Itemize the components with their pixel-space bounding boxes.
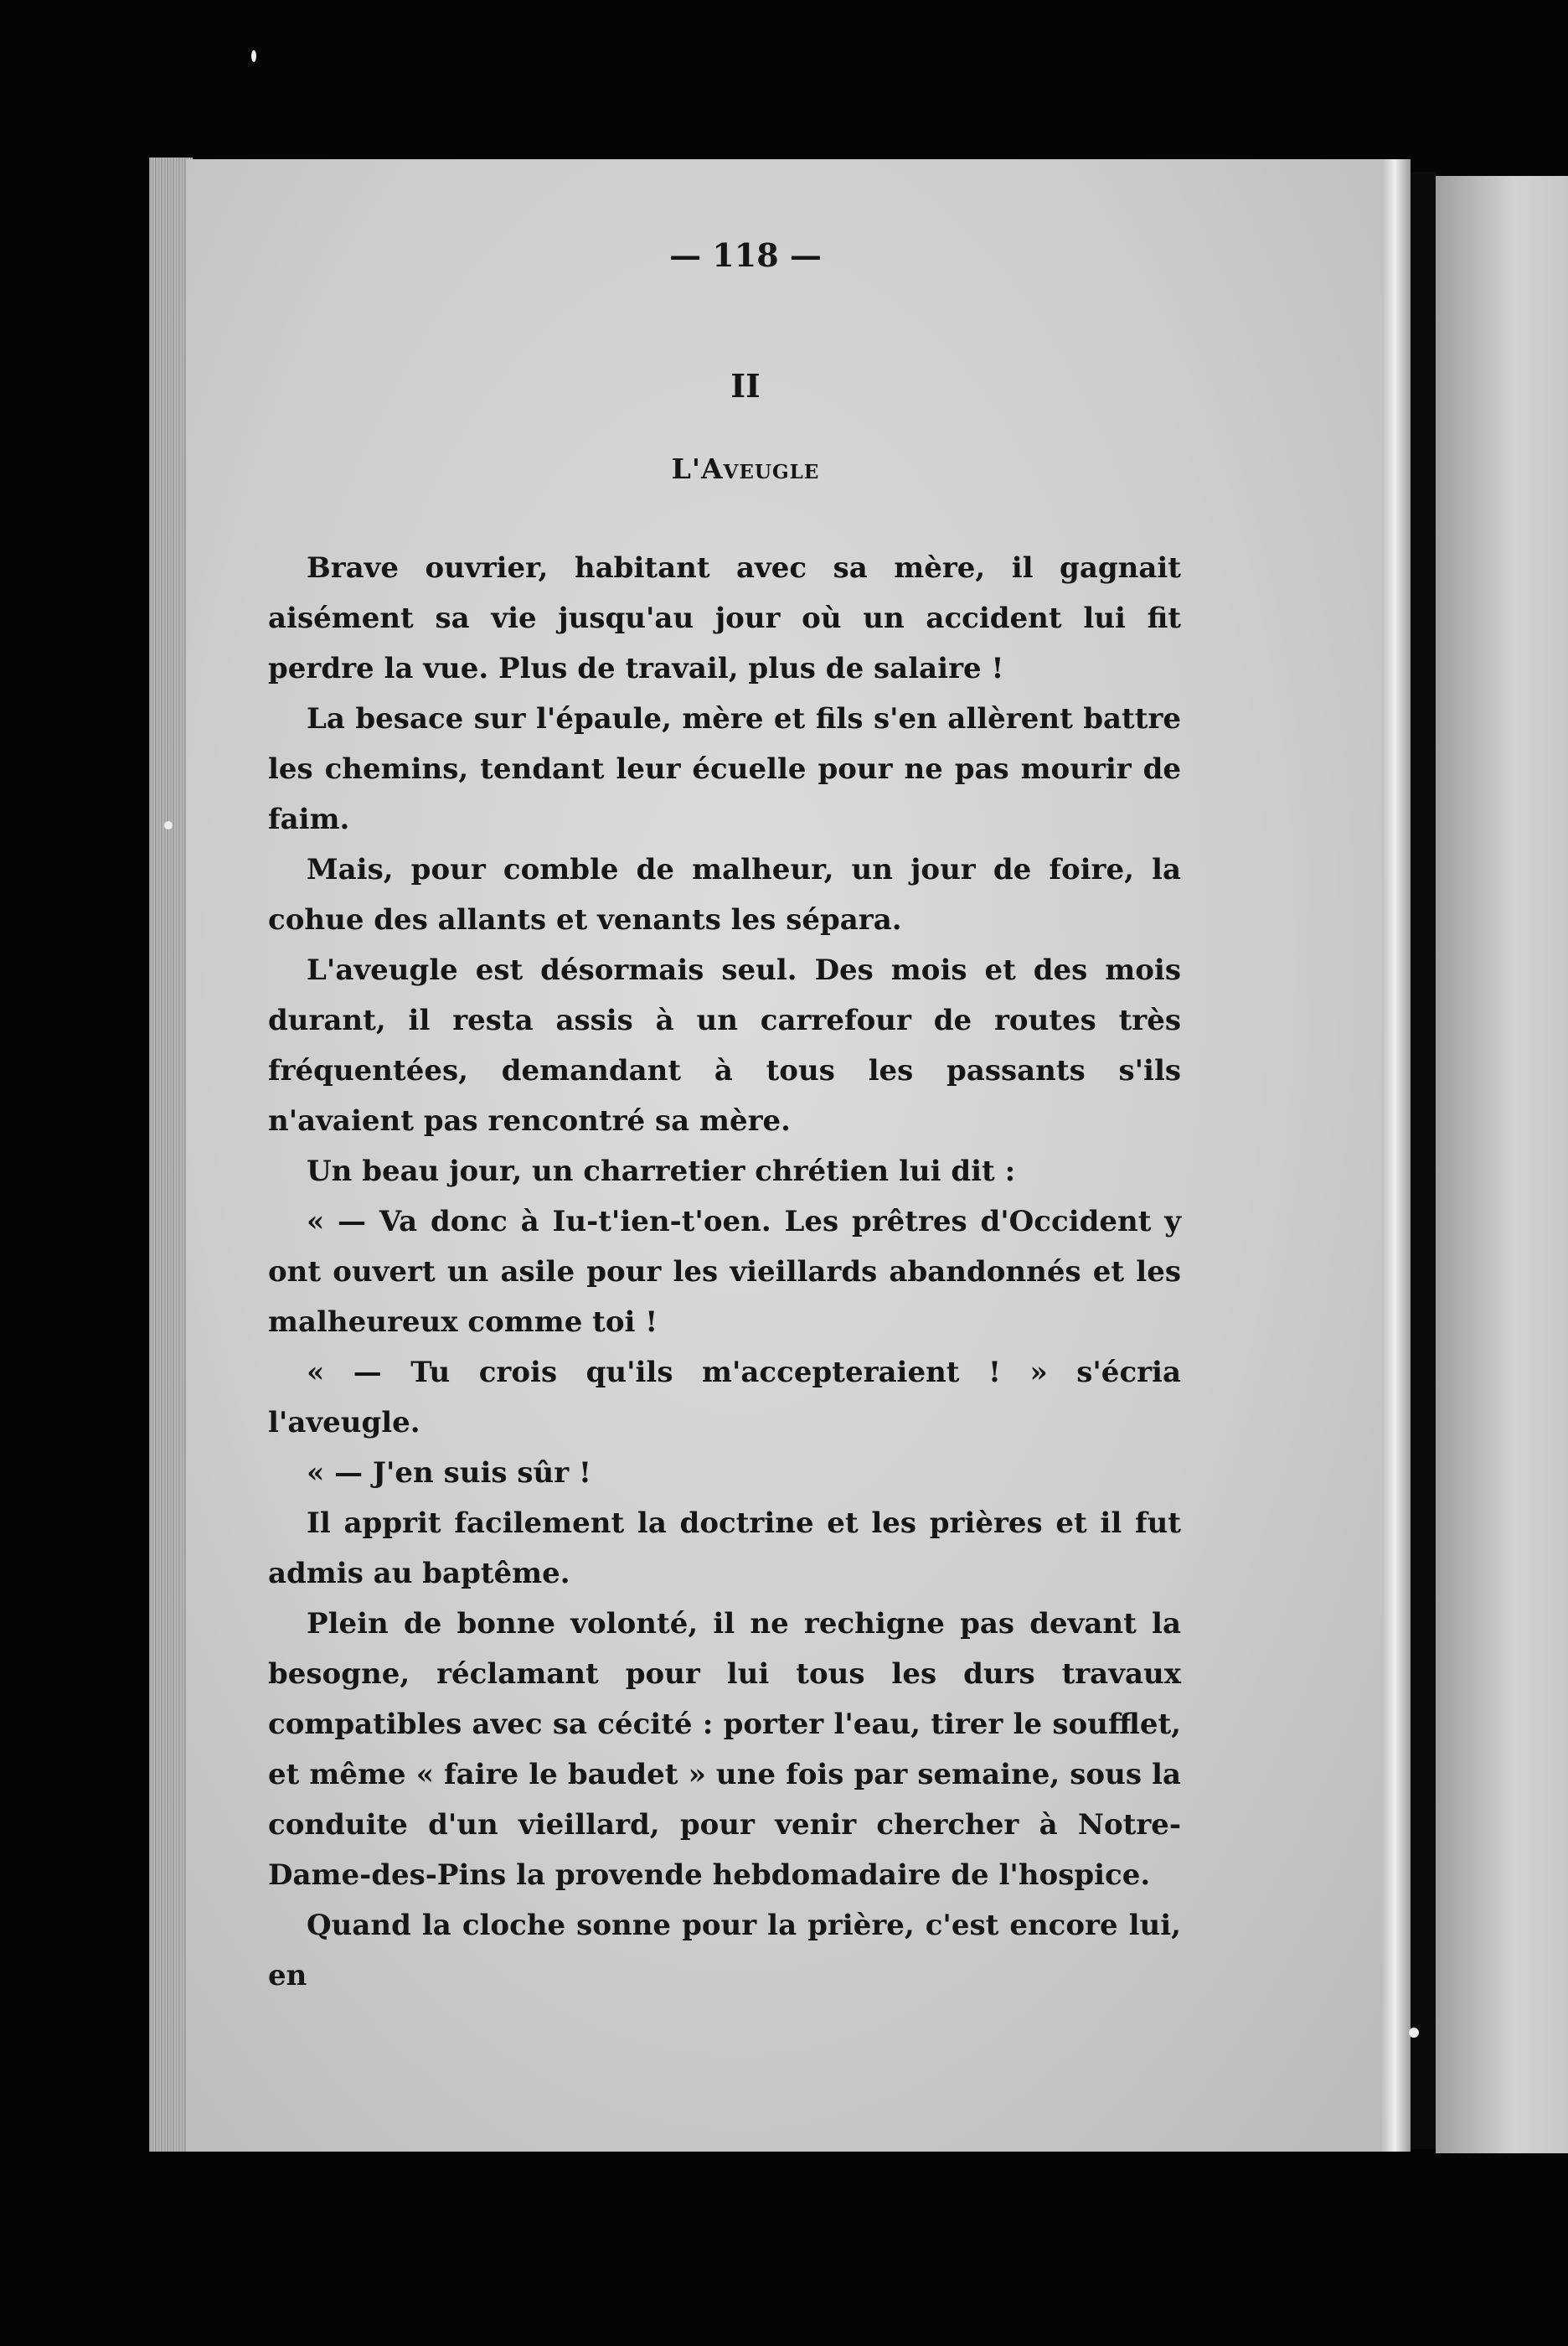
paragraph: « — Tu crois qu'ils m'accepteraient ! » s'écria l'aveugle. [268,1356,1181,1439]
spine-shadow [1411,172,1436,2149]
paragraph: Mais, pour comble de malheur, un jour de foire, la cohue des allants et venants les sépara. [268,853,1181,937]
paragraph: Un beau jour, un charretier chrétien lui dit : [307,1155,1016,1188]
facing-page-edge [1436,176,1568,2153]
paragraph: « — Va donc à Iu-t'ien-t'oen. Les prêtres d'Occident y ont ouvert un asile pour les vieillards abandonnés et les malheureux comme toi ! [268,1205,1181,1339]
paragraph: Brave ouvrier, habitant avec sa mère, il gagnait aisément sa vie jusqu'au jour où un accident lui fit perdre la vue. Plus de travail, plus de salaire ! [268,551,1181,685]
film-speck [164,821,173,829]
paragraph: L'aveugle est désormais seul. Des mois et des mois durant, il resta assis à un carrefour de routes très fréquentées, demandant à tous les passants s'ils n'avaient pas rencontré sa mère. [268,953,1181,1138]
paragraph: Il apprit facilement la doctrine et les prières et il fut admis au baptême. [268,1506,1181,1590]
page-gutter [1382,159,1411,2152]
paragraph: La besace sur l'épaule, mère et fils s'en allèrent battre les chemins, tendant leur écuelle pour ne pas mourir de faim. [268,702,1181,836]
film-speck [251,50,256,62]
body-text [268,543,1181,2001]
paragraph: Plein de bonne volonté, il ne rechigne pas devant la besogne, réclamant pour lui tous les durs travaux compatibles avec sa cécité : porter l'eau, tirer le soufflet, et même « faire le baudet » une fois par semaine, sous la conduite d'un vieillard, pour venir chercher à Notre-Dame-des-Pins la provende hebdomadaire de l'hospice. [268,1607,1181,1892]
paragraph: Quand la cloche sonne pour la prière, c'est encore lui, en [268,1909,1181,1992]
section-number: II [730,367,761,405]
paragraph: « — J'en suis sûr ! [307,1456,591,1490]
page-number: — 118 — [669,236,822,274]
chapter-title: L'Aveugle [671,452,820,485]
film-speck [1409,2028,1419,2038]
